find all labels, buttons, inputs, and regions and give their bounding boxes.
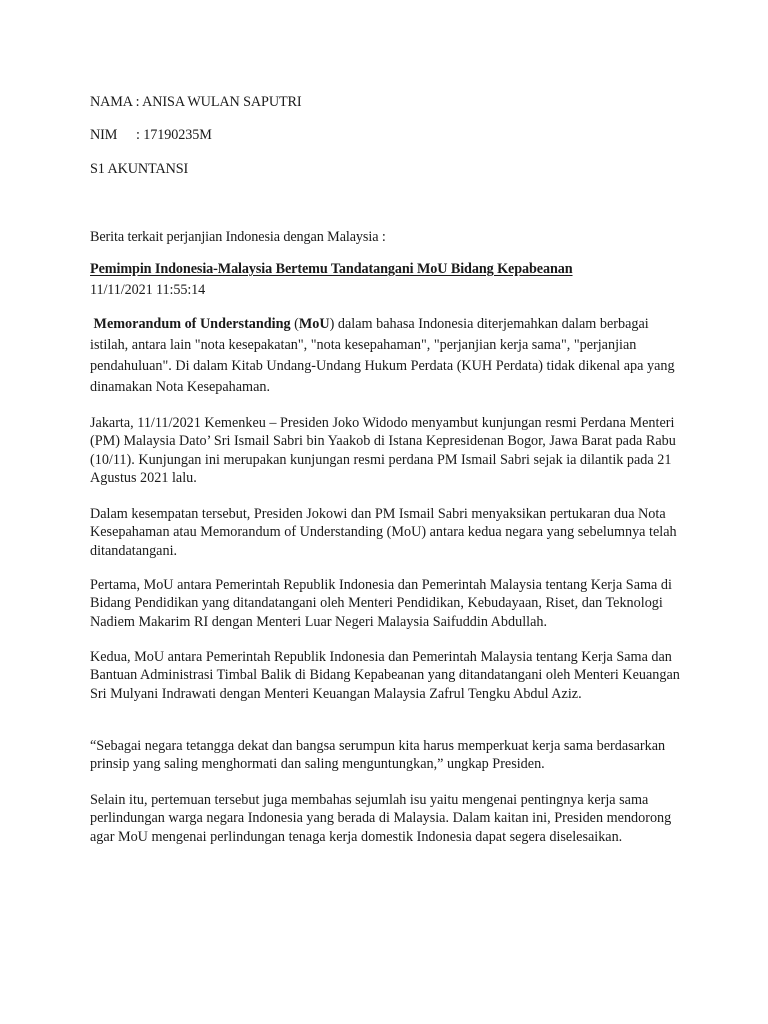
paragraph-mou-customs: Kedua, MoU antara Pemerintah Republik Indonesia dan Pemerintah Malaysia tentang Kerja Sama dan Bantuan Administrasi Timbal Balik di Bidang Kepabeanan yang ditandatangani oleh Menteri Keuangan Sri Mulyani Indrawati dengan Menteri Keuangan Malaysia Zafrul Tengku Abdul Aziz. [90, 649, 680, 702]
paragraph-visit: Jakarta, 11/11/2021 Kemenkeu – Presiden Joko Widodo menyambut kunjungan resmi Perdana Menteri (PM) Malaysia Dato’ Sri Ismail Sabri bin Yaakob di Istana Kepresidenan Bogor, Jawa Barat pada Rabu (10/11). Kunjungan ini merupakan kunjungan resmi perdana PM Ismail Sabri sejak ia dilantik pada 21 Agustus 2021 lalu. [90, 415, 676, 486]
article-headline: Pemimpin Indonesia-Malaysia Bertemu Tandatangani MoU Bidang Kepabeanan [90, 261, 573, 277]
nim-label: NIM [90, 127, 118, 143]
paragraph-mou-education: Pertama, MoU antara Pemerintah Republik Indonesia dan Pemerintah Malaysia tentang Kerja Sama di Bidang Pendidikan yang ditandatangani oleh Menteri Pendidikan, Kebudayaan, Riset, dan Teknologi Nadiem Makarim RI dengan Menteri Luar Negeri Malaysia Saifuddin Abdullah. [90, 577, 672, 630]
student-name: NAMA : ANISA WULAN SAPUTRI [90, 94, 302, 110]
student-nim [90, 127, 212, 144]
intro-text: Berita terkait perjanjian Indonesia dengan Malaysia : [90, 229, 386, 245]
mou-open-paren: ( [290, 316, 299, 332]
paragraph-exchange: Dalam kesempatan tersebut, Presiden Jokowi dan PM Ismail Sabri menyaksikan pertukaran dua Nota Kesepahaman atau Memorandum of Understanding (MoU) antara kedua negara yang sebelumnya telah ditandatangani. [90, 506, 677, 559]
mou-definition-text: ) dalam bahasa Indonesia diterjemahkan dalam berbagai istilah, antara lain "nota kesepakatan", "nota kesepahaman", "perjanjian kerja sama", "perjanjian pendahuluan". Di dalam Kitab Undang-Undang Hukum Perdata (KUH Perdata) tidak dikenal apa yang dinamakan Nota Kesepahaman. [90, 316, 675, 395]
mou-abbr: MoU [298, 316, 330, 332]
study-program: S1 AKUNTANSI [90, 161, 189, 177]
paragraph-president-quote: “Sebagai negara tetangga dekat dan bangsa serumpun kita harus memperkuat kerja sama berdasarkan prinsip yang saling menghormati dan saling menguntungkan,” ungkap Presiden. [90, 738, 666, 773]
mou-definition-paragraph [90, 314, 680, 398]
article-timestamp: 11/11/2021 11:55:14 [90, 282, 206, 298]
paragraph-worker-protection: Selain itu, pertemuan tersebut juga membahas sejumlah isu yaitu mengenai pentingnya kerja sama perlindungan warga negara Indonesia yang berada di Malaysia. Dalam kaitan ini, Presiden mendorong agar MoU mengenai perlindungan tenaga kerja domestik Indonesia dapat segera diselesaikan. [90, 792, 672, 845]
mou-term: Memorandum of Understanding [93, 316, 291, 332]
nim-value: : 17190235M [136, 127, 212, 143]
